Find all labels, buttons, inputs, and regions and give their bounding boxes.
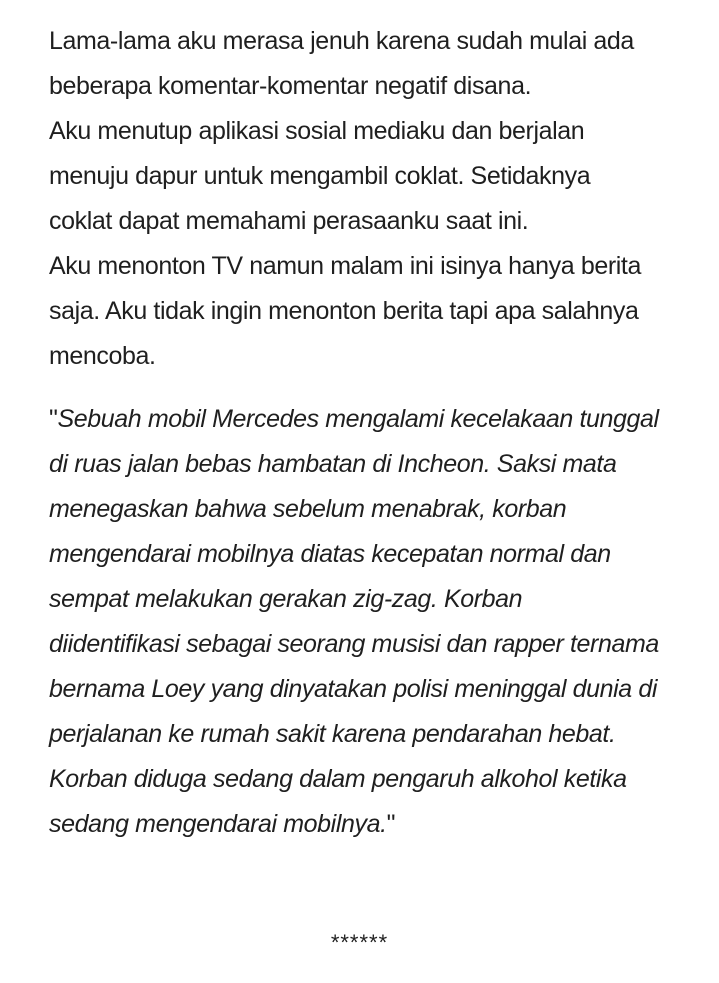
paragraph-1: Lama-lama aku merasa jenuh karena sudah mulai ada beberapa komentar-komentar negatif disana. bbox=[49, 27, 634, 100]
section-separator: ****** bbox=[330, 930, 389, 955]
paragraph-2: Aku menutup aplikasi sosial mediaku dan berjalan menuju dapur untuk mengambil coklat. Setidaknya coklat dapat memahami perasaanku saat ini. bbox=[49, 117, 591, 235]
quote-text: Sebuah mobil Mercedes mengalami kecelakaan tunggal di ruas jalan bebas hambatan di Incheon. Saksi mata menegaskan bahwa sebelum menabrak, korban mengendarai mobilnya diatas kecepatan normal dan sempat melakukan gerakan zig-zag. Korban diidentifikasi sebagai seorang musisi dan rapper ternama bernama Loey yang dinyatakan polisi meninggal dunia di perjalanan ke rumah sakit karena pendarahan hebat. Korban diduga sedang dalam pengaruh alkohol ketika sedang mengendarai mobilnya. bbox=[49, 405, 659, 838]
narration-block bbox=[49, 19, 659, 379]
quote-open-mark: " bbox=[49, 405, 58, 433]
quote-close-mark: " bbox=[386, 810, 396, 838]
paragraph-3: Aku menonton TV namun malam ini isinya hanya berita saja. Aku tidak ingin menonton berita tapi apa salahnya mencoba. bbox=[49, 252, 641, 370]
news-quote bbox=[49, 397, 659, 847]
story-text bbox=[49, 19, 659, 847]
